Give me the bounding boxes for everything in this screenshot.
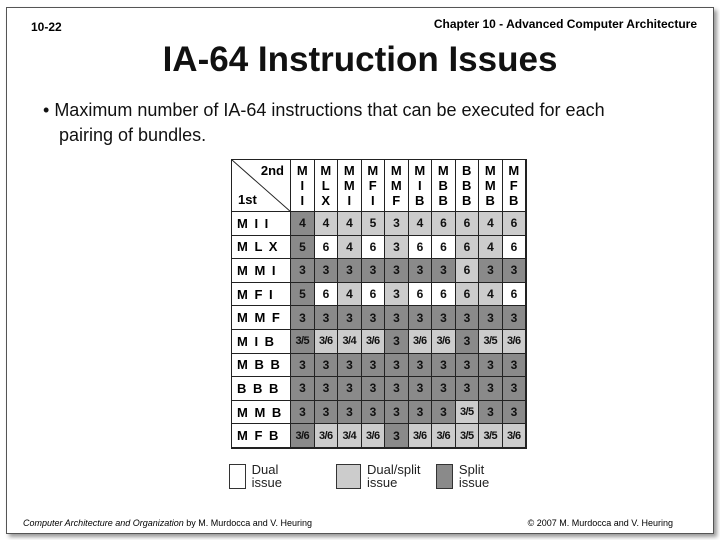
table-cell: 6 bbox=[456, 236, 480, 260]
legend-swatch-dark bbox=[436, 464, 453, 489]
table-cell: 3 bbox=[432, 259, 456, 283]
table-cell: 4 bbox=[315, 212, 339, 236]
column-header-letter: X bbox=[321, 193, 331, 208]
column-header-mmf bbox=[385, 160, 409, 212]
table-cell: 3 bbox=[385, 212, 409, 236]
table-cell: 3 bbox=[456, 354, 480, 378]
table-cell: 6 bbox=[362, 236, 386, 260]
table-cell: 6 bbox=[456, 259, 480, 283]
legend-swatch-white bbox=[229, 464, 246, 489]
column-header-letter: I bbox=[417, 178, 422, 193]
table-cell: 3/6 bbox=[315, 330, 339, 354]
column-header-mfb bbox=[503, 160, 527, 212]
slide-title: IA-64 Instruction Issues bbox=[162, 40, 558, 79]
bullet-point: • Maximum number of IA-64 instructions that can be executed for each pairing of bundles. bbox=[43, 100, 605, 145]
legend-label-dual: Dual issue bbox=[251, 462, 283, 490]
column-header-letter: B bbox=[415, 193, 425, 208]
row-header-bbb: B B B bbox=[232, 377, 291, 401]
table-cell: 3 bbox=[315, 377, 339, 401]
table-cell: 3 bbox=[362, 401, 386, 425]
table-cell: 3 bbox=[362, 259, 386, 283]
table-cell: 4 bbox=[479, 236, 503, 260]
table-cell: 4 bbox=[479, 283, 503, 307]
table-cell: 3/6 bbox=[432, 424, 456, 448]
table-cell: 3 bbox=[291, 401, 315, 425]
table-cell: 3 bbox=[315, 259, 339, 283]
table-cell: 3/6 bbox=[503, 330, 527, 354]
table-cell: 3 bbox=[432, 354, 456, 378]
table-cell: 3 bbox=[456, 306, 480, 330]
column-header-letter: M bbox=[414, 163, 426, 178]
table-cell: 3 bbox=[385, 354, 409, 378]
table-cell: 3 bbox=[385, 306, 409, 330]
table-corner bbox=[232, 160, 291, 212]
table-cell: 3/6 bbox=[362, 424, 386, 448]
row-header-mbb: M B B bbox=[232, 354, 291, 378]
column-header-letter: L bbox=[321, 178, 330, 193]
table-cell: 3 bbox=[456, 330, 480, 354]
table-cell: 3 bbox=[456, 377, 480, 401]
column-header-letter: M bbox=[508, 163, 520, 178]
table-cell: 6 bbox=[362, 283, 386, 307]
table-cell: 3/6 bbox=[362, 330, 386, 354]
table-cell: 3 bbox=[362, 354, 386, 378]
table-cell: 3 bbox=[479, 354, 503, 378]
corner-first-label: 1st bbox=[238, 192, 257, 207]
column-header-letter: I bbox=[370, 193, 375, 208]
column-header-mfi bbox=[362, 160, 386, 212]
table-cell: 3/6 bbox=[291, 424, 315, 448]
column-header-letter: B bbox=[462, 193, 472, 208]
table-cell: 3 bbox=[432, 377, 456, 401]
table-cell: 3 bbox=[291, 377, 315, 401]
table-cell: 3/5 bbox=[456, 401, 480, 425]
table-cell: 3 bbox=[315, 401, 339, 425]
table-cell: 6 bbox=[503, 236, 527, 260]
table-cell: 3 bbox=[409, 354, 433, 378]
table-cell: 5 bbox=[291, 236, 315, 260]
table-cell: 3/4 bbox=[338, 424, 362, 448]
table-cell: 3 bbox=[503, 401, 527, 425]
table-cell: 3 bbox=[385, 401, 409, 425]
column-header-letter: M bbox=[320, 163, 332, 178]
column-header-letter: F bbox=[392, 193, 401, 208]
column-header-letter: M bbox=[296, 163, 308, 178]
row-header-mmb: M M B bbox=[232, 401, 291, 425]
table-cell: 5 bbox=[291, 283, 315, 307]
table-cell: 3 bbox=[385, 283, 409, 307]
table-cell: 3 bbox=[409, 306, 433, 330]
table-cell: 3 bbox=[432, 401, 456, 425]
table-cell: 3/6 bbox=[432, 330, 456, 354]
column-header-letter: M bbox=[390, 163, 402, 178]
table-cell: 4 bbox=[409, 212, 433, 236]
table-cell: 6 bbox=[432, 212, 456, 236]
table-cell: 4 bbox=[338, 212, 362, 236]
table-cell: 6 bbox=[503, 283, 527, 307]
legend-item-split bbox=[436, 463, 497, 489]
table-cell: 3 bbox=[409, 259, 433, 283]
table-cell: 3 bbox=[409, 377, 433, 401]
table-cell: 3/4 bbox=[338, 330, 362, 354]
table-cell: 6 bbox=[456, 283, 480, 307]
table-cell: 3 bbox=[503, 259, 527, 283]
table-cell: 6 bbox=[432, 236, 456, 260]
table-cell: 6 bbox=[315, 236, 339, 260]
table-cell: 3 bbox=[291, 259, 315, 283]
column-header-letter: B bbox=[438, 178, 448, 193]
table-cell: 3 bbox=[315, 306, 339, 330]
footer-authors: by M. Murdocca and V. Heuring bbox=[183, 518, 312, 528]
table-cell: 6 bbox=[409, 283, 433, 307]
row-header-mfb: M F B bbox=[232, 424, 291, 448]
column-header-letter: I bbox=[347, 193, 352, 208]
column-header-letter: B bbox=[462, 163, 472, 178]
legend-item-dual-split bbox=[336, 463, 420, 489]
column-header-letter: F bbox=[368, 178, 377, 193]
column-header-mii bbox=[291, 160, 315, 212]
row-header-mmi: M M I bbox=[232, 259, 291, 283]
table-cell: 3 bbox=[385, 424, 409, 448]
table-cell: 3 bbox=[385, 259, 409, 283]
table-cell: 3 bbox=[315, 354, 339, 378]
legend-swatch-light bbox=[336, 464, 361, 489]
table-cell: 3/5 bbox=[456, 424, 480, 448]
table-cell: 3/5 bbox=[479, 330, 503, 354]
table-cell: 3 bbox=[338, 354, 362, 378]
row-header-mlx: M L X bbox=[232, 236, 291, 260]
table-cell: 3 bbox=[362, 377, 386, 401]
table-cell: 3 bbox=[409, 401, 433, 425]
table-cell: 3/5 bbox=[291, 330, 315, 354]
row-header-mfi: M F I bbox=[232, 283, 291, 307]
table-cell: 3 bbox=[385, 236, 409, 260]
table-cell: 6 bbox=[315, 283, 339, 307]
column-header-mmb bbox=[479, 160, 503, 212]
column-header-letter: M bbox=[484, 163, 496, 178]
table-cell: 3 bbox=[362, 306, 386, 330]
issue-table bbox=[231, 159, 527, 449]
column-header-letter: F bbox=[509, 178, 518, 193]
column-header-letter: B bbox=[485, 193, 495, 208]
column-header-letter: B bbox=[438, 193, 448, 208]
table-cell: 3 bbox=[479, 259, 503, 283]
column-header-bbb bbox=[456, 160, 480, 212]
bullet-text: Maximum number of IA-64 instructions that can be executed for each pairing of bundles. bbox=[54, 100, 605, 145]
legend-item-dual bbox=[229, 463, 290, 489]
column-header-letter: B bbox=[462, 178, 472, 193]
table-cell: 4 bbox=[338, 283, 362, 307]
column-header-letter: M bbox=[484, 178, 496, 193]
table-cell: 4 bbox=[479, 212, 503, 236]
column-header-letter: I bbox=[300, 178, 305, 193]
table-cell: 5 bbox=[362, 212, 386, 236]
column-header-letter: I bbox=[300, 193, 305, 208]
footer-citation bbox=[23, 518, 312, 528]
table-cell: 3 bbox=[291, 354, 315, 378]
chapter-heading: Chapter 10 - Advanced Computer Architecture bbox=[433, 17, 697, 31]
table-cell: 3 bbox=[338, 259, 362, 283]
slide bbox=[6, 7, 714, 534]
column-header-letter: M bbox=[390, 178, 402, 193]
legend-label-dual-split bbox=[367, 463, 420, 489]
table-cell: 3 bbox=[291, 306, 315, 330]
table-cell: 3 bbox=[338, 377, 362, 401]
table-cell: 3/6 bbox=[315, 424, 339, 448]
column-header-letter: M bbox=[343, 178, 355, 193]
column-header-mbb bbox=[432, 160, 456, 212]
footer-copyright: © 2007 M. Murdocca and V. Heuring bbox=[527, 518, 673, 528]
table-cell: 3 bbox=[338, 306, 362, 330]
table-cell: 3 bbox=[503, 354, 527, 378]
table-cell: 3 bbox=[479, 377, 503, 401]
row-header-mmf: M M F bbox=[232, 306, 291, 330]
table-cell: 3 bbox=[385, 377, 409, 401]
slide-number: 10-22 bbox=[31, 20, 62, 34]
table-cell: 3/5 bbox=[479, 424, 503, 448]
table-cell: 6 bbox=[503, 212, 527, 236]
table-cell: 3/6 bbox=[409, 424, 433, 448]
legend-label-dual-split-line2: issue bbox=[367, 475, 398, 490]
table-cell: 3/6 bbox=[409, 330, 433, 354]
corner-second-label: 2nd bbox=[260, 163, 284, 178]
table-cell: 3 bbox=[503, 377, 527, 401]
column-header-letter: M bbox=[437, 163, 449, 178]
column-header-mib bbox=[409, 160, 433, 212]
legend-label-split: Split issue bbox=[458, 462, 490, 490]
table-cell: 3 bbox=[432, 306, 456, 330]
table-cell: 3/6 bbox=[503, 424, 527, 448]
row-header-mib: M I B bbox=[232, 330, 291, 354]
table-cell: 3 bbox=[503, 306, 527, 330]
table-cell: 4 bbox=[338, 236, 362, 260]
table-cell: 6 bbox=[409, 236, 433, 260]
column-header-letter: B bbox=[509, 193, 519, 208]
column-header-letter: M bbox=[343, 163, 355, 178]
column-header-mlx bbox=[315, 160, 339, 212]
table-cell: 4 bbox=[291, 212, 315, 236]
table-cell: 3 bbox=[479, 306, 503, 330]
table-cell: 6 bbox=[432, 283, 456, 307]
legend-label-dual-split-line1: Dual/split bbox=[367, 462, 421, 477]
row-header-mii: M I I bbox=[232, 212, 291, 236]
column-header-letter: M bbox=[367, 163, 379, 178]
table-cell: 6 bbox=[456, 212, 480, 236]
footer-book-title: Computer Architecture and Organization bbox=[23, 518, 184, 528]
column-header-mmi bbox=[338, 160, 362, 212]
table-cell: 3 bbox=[479, 401, 503, 425]
table-cell: 3 bbox=[385, 330, 409, 354]
table-cell: 3 bbox=[338, 401, 362, 425]
